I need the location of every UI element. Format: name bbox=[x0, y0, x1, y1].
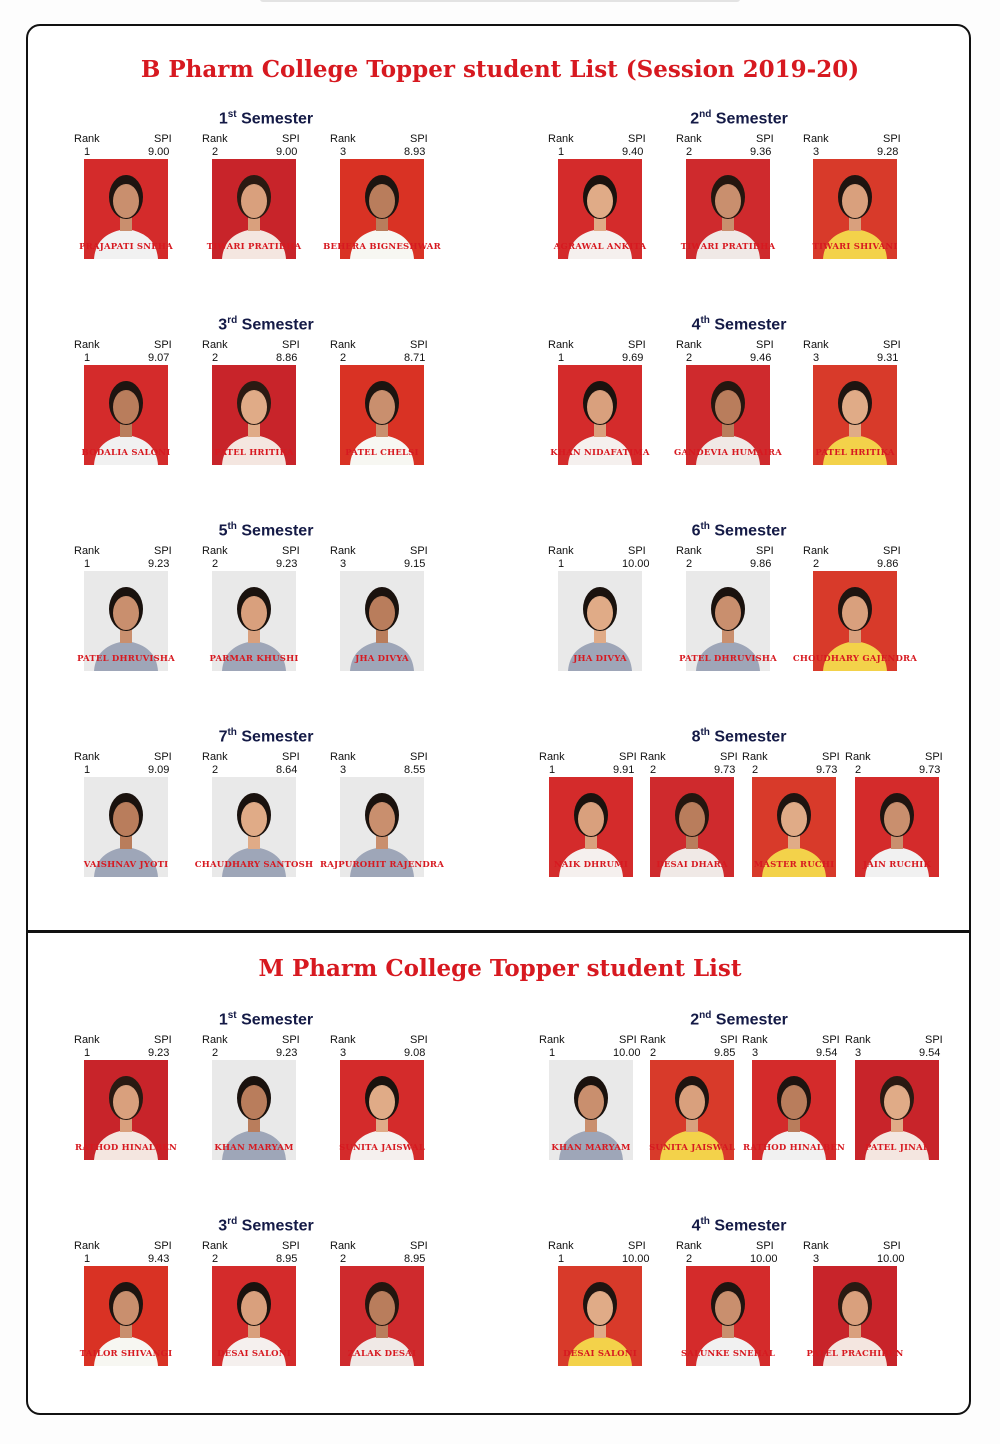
spi-label: SPI bbox=[410, 1240, 428, 1252]
student-card bbox=[540, 1240, 660, 1380]
rank-value: 1 bbox=[84, 558, 91, 570]
spi-value: 9.73 bbox=[919, 764, 941, 776]
spi-label: SPI bbox=[282, 339, 300, 351]
student-card bbox=[194, 545, 314, 685]
rank-value: 2 bbox=[212, 764, 219, 776]
student-name: BEHERA BIGNESHWAR bbox=[323, 242, 441, 252]
student-name: SUNITA JAISWAL bbox=[339, 1143, 425, 1153]
m-pharm-semester-2-heading bbox=[589, 1010, 889, 1029]
rank-label: Rank bbox=[330, 133, 356, 145]
rank-value: 1 bbox=[84, 1253, 91, 1265]
student-name: VAISHNAV JYOTI bbox=[83, 860, 169, 870]
section-divider bbox=[26, 930, 971, 933]
spi-label: SPI bbox=[883, 339, 901, 351]
rank-label: Rank bbox=[845, 1034, 871, 1046]
semester-number: 7 bbox=[218, 728, 228, 746]
spi-value: 9.86 bbox=[877, 558, 899, 570]
m-pharm-semester-3-heading bbox=[116, 1216, 416, 1235]
student-name: PATEL HRITIKA bbox=[815, 448, 895, 458]
semester-number: 8 bbox=[691, 728, 701, 746]
spi-label: SPI bbox=[282, 133, 300, 145]
student-name: RATHOD HINALBEN bbox=[74, 1143, 178, 1153]
spi-value: 9.31 bbox=[877, 352, 899, 364]
spi-value: 9.86 bbox=[750, 558, 772, 570]
student-name: ZALAK DESAI bbox=[347, 1349, 417, 1359]
student-card bbox=[319, 751, 444, 891]
student-name: DESAI DHARA bbox=[656, 860, 728, 870]
student-name: PATEL JINAL bbox=[864, 1143, 930, 1153]
spi-value: 9.23 bbox=[148, 558, 170, 570]
semester-number: 6 bbox=[691, 522, 701, 540]
rank-value: 2 bbox=[686, 352, 693, 364]
rank-value: 3 bbox=[813, 352, 820, 364]
student-card bbox=[668, 1240, 788, 1380]
rank-value: 1 bbox=[549, 1047, 556, 1059]
semester-number: 2 bbox=[690, 110, 700, 128]
semester-number: 5 bbox=[218, 522, 228, 540]
spi-label: SPI bbox=[720, 1034, 738, 1046]
semester-label: Semester bbox=[715, 1011, 788, 1029]
rank-label: Rank bbox=[676, 339, 702, 351]
semester-label: Semester bbox=[241, 1011, 314, 1029]
semester-label: Semester bbox=[241, 522, 314, 540]
rank-value: 2 bbox=[340, 1253, 347, 1265]
rank-value: 2 bbox=[686, 1253, 693, 1265]
rank-value: 3 bbox=[855, 1047, 862, 1059]
rank-label: Rank bbox=[74, 545, 100, 557]
rank-label: Rank bbox=[676, 1240, 702, 1252]
b-pharm-semester-6-heading bbox=[589, 521, 889, 540]
rank-label: Rank bbox=[803, 339, 829, 351]
student-card bbox=[194, 339, 314, 479]
student-card bbox=[66, 1240, 186, 1380]
rank-value: 2 bbox=[212, 352, 219, 364]
student-name: JHA DIVYA bbox=[573, 654, 627, 664]
student-card bbox=[194, 751, 314, 891]
spi-value: 9.23 bbox=[148, 1047, 170, 1059]
rank-label: Rank bbox=[803, 545, 829, 557]
rank-value: 2 bbox=[813, 558, 820, 570]
rank-label: Rank bbox=[548, 545, 574, 557]
semester-number: 4 bbox=[691, 316, 701, 334]
rank-label: Rank bbox=[676, 133, 702, 145]
spi-label: SPI bbox=[154, 1034, 172, 1046]
rank-label: Rank bbox=[548, 1240, 574, 1252]
spi-value: 9.23 bbox=[276, 558, 298, 570]
spi-label: SPI bbox=[154, 339, 172, 351]
spi-label: SPI bbox=[619, 1034, 637, 1046]
student-name: PATEL CHELSI bbox=[345, 448, 419, 458]
student-card bbox=[540, 339, 660, 479]
spi-label: SPI bbox=[756, 1240, 774, 1252]
rank-value: 1 bbox=[558, 352, 565, 364]
student-name: KHAN MARYAM bbox=[214, 1143, 294, 1153]
student-name: PATEL HRITIKA bbox=[214, 448, 294, 458]
student-card bbox=[792, 545, 918, 685]
spi-label: SPI bbox=[410, 545, 428, 557]
spi-label: SPI bbox=[925, 1034, 943, 1046]
rank-value: 2 bbox=[686, 146, 693, 158]
spi-value: 8.64 bbox=[276, 764, 298, 776]
rank-value: 2 bbox=[212, 1253, 219, 1265]
b-pharm-semester-8-heading bbox=[589, 727, 889, 746]
rank-value: 2 bbox=[212, 1047, 219, 1059]
rank-label: Rank bbox=[202, 751, 228, 763]
student-name: KHAN MARYAM bbox=[551, 1143, 631, 1153]
student-name: TIWARI SHIVANI bbox=[812, 242, 898, 252]
student-card bbox=[66, 1034, 186, 1174]
semester-suffix: rd bbox=[227, 1216, 238, 1227]
rank-label: Rank bbox=[74, 1034, 100, 1046]
student-card bbox=[66, 751, 186, 891]
spi-value: 9.85 bbox=[714, 1047, 736, 1059]
rank-label: Rank bbox=[330, 1240, 356, 1252]
student-card bbox=[66, 339, 186, 479]
spi-value: 10.00 bbox=[622, 558, 650, 570]
student-card bbox=[668, 339, 788, 479]
rank-value: 2 bbox=[752, 764, 759, 776]
student-name: PRAJAPATI SNEHA bbox=[79, 242, 173, 252]
spi-value: 9.43 bbox=[148, 1253, 170, 1265]
student-card bbox=[194, 1034, 314, 1174]
student-name: BODALIA SALONI bbox=[81, 448, 171, 458]
rank-label: Rank bbox=[202, 1034, 228, 1046]
rank-label: Rank bbox=[74, 751, 100, 763]
m-pharm-semester-1-heading bbox=[116, 1010, 416, 1029]
b-pharm-semester-4-heading bbox=[589, 315, 889, 334]
spi-value: 8.93 bbox=[404, 146, 426, 158]
semester-suffix: th bbox=[700, 1216, 710, 1227]
rank-value: 2 bbox=[212, 146, 219, 158]
rank-value: 1 bbox=[84, 146, 91, 158]
student-card bbox=[66, 545, 186, 685]
rank-value: 3 bbox=[340, 146, 347, 158]
spi-label: SPI bbox=[282, 1240, 300, 1252]
semester-label: Semester bbox=[714, 316, 787, 334]
spi-label: SPI bbox=[883, 545, 901, 557]
spi-value: 9.00 bbox=[276, 146, 298, 158]
spi-label: SPI bbox=[628, 339, 646, 351]
rank-value: 2 bbox=[212, 558, 219, 570]
spi-label: SPI bbox=[756, 545, 774, 557]
student-card bbox=[795, 133, 915, 273]
rank-label: Rank bbox=[803, 1240, 829, 1252]
rank-label: Rank bbox=[845, 751, 871, 763]
spi-label: SPI bbox=[154, 545, 172, 557]
semester-suffix: th bbox=[227, 727, 237, 738]
rank-label: Rank bbox=[202, 339, 228, 351]
b-pharm-semester-1-heading bbox=[116, 109, 416, 128]
student-card bbox=[194, 133, 314, 273]
student-name: NAIK DHRUMI bbox=[553, 860, 629, 870]
student-card bbox=[837, 751, 957, 891]
student-card bbox=[540, 545, 660, 685]
student-card bbox=[194, 1240, 314, 1380]
rank-label: Rank bbox=[202, 545, 228, 557]
student-name: CHOUDHARY GAJENDRA bbox=[792, 654, 918, 664]
spi-value: 9.54 bbox=[816, 1047, 838, 1059]
student-card bbox=[668, 545, 788, 685]
semester-label: Semester bbox=[715, 110, 788, 128]
student-name: KHAN NIDAFATIMA bbox=[550, 448, 650, 458]
rank-label: Rank bbox=[330, 339, 356, 351]
student-card bbox=[322, 1034, 442, 1174]
spi-label: SPI bbox=[883, 133, 901, 145]
spi-label: SPI bbox=[628, 545, 646, 557]
student-card bbox=[322, 339, 442, 479]
top-decoration-bar bbox=[260, 0, 740, 2]
student-name: CHAUDHARY SANTOSH bbox=[194, 860, 314, 870]
spi-value: 10.00 bbox=[750, 1253, 778, 1265]
semester-label: Semester bbox=[241, 728, 314, 746]
rank-value: 1 bbox=[558, 146, 565, 158]
spi-value: 9.15 bbox=[404, 558, 426, 570]
rank-label: Rank bbox=[539, 751, 565, 763]
student-name: DESAI SALONI bbox=[563, 1349, 637, 1359]
spi-label: SPI bbox=[720, 751, 738, 763]
rank-value: 3 bbox=[340, 764, 347, 776]
rank-value: 3 bbox=[340, 558, 347, 570]
semester-suffix: st bbox=[227, 1010, 237, 1021]
rank-value: 2 bbox=[340, 352, 347, 364]
rank-label: Rank bbox=[74, 339, 100, 351]
spi-value: 9.00 bbox=[148, 146, 170, 158]
b-pharm-title: B Pharm College Topper student List (Session 2019-20) bbox=[140, 56, 860, 83]
rank-label: Rank bbox=[74, 133, 100, 145]
semester-number: 1 bbox=[218, 1011, 228, 1029]
rank-label: Rank bbox=[330, 545, 356, 557]
spi-value: 10.00 bbox=[877, 1253, 905, 1265]
spi-value: 9.73 bbox=[816, 764, 838, 776]
rank-label: Rank bbox=[202, 1240, 228, 1252]
semester-label: Semester bbox=[714, 522, 787, 540]
spi-value: 8.95 bbox=[276, 1253, 298, 1265]
spi-value: 8.55 bbox=[404, 764, 426, 776]
b-pharm-semester-7-heading bbox=[116, 727, 416, 746]
spi-value: 9.91 bbox=[613, 764, 635, 776]
m-pharm-title: M Pharm College Topper student List bbox=[258, 955, 742, 982]
rank-value: 1 bbox=[84, 1047, 91, 1059]
spi-label: SPI bbox=[282, 545, 300, 557]
semester-suffix: nd bbox=[699, 109, 712, 120]
semester-suffix: th bbox=[700, 315, 710, 326]
semester-number: 1 bbox=[218, 110, 228, 128]
rank-label: Rank bbox=[548, 339, 574, 351]
rank-label: Rank bbox=[330, 1034, 356, 1046]
rank-value: 1 bbox=[558, 558, 565, 570]
spi-label: SPI bbox=[619, 751, 637, 763]
spi-label: SPI bbox=[282, 1034, 300, 1046]
rank-value: 3 bbox=[752, 1047, 759, 1059]
spi-value: 9.73 bbox=[714, 764, 736, 776]
semester-suffix: st bbox=[227, 109, 237, 120]
spi-label: SPI bbox=[410, 133, 428, 145]
semester-label: Semester bbox=[714, 728, 787, 746]
student-name: PATEL PRACHIBEN bbox=[806, 1349, 904, 1359]
spi-value: 10.00 bbox=[613, 1047, 641, 1059]
rank-label: Rank bbox=[74, 1240, 100, 1252]
rank-value: 1 bbox=[84, 352, 91, 364]
rank-value: 1 bbox=[558, 1253, 565, 1265]
spi-value: 9.07 bbox=[148, 352, 170, 364]
spi-value: 9.09 bbox=[148, 764, 170, 776]
student-card bbox=[322, 545, 442, 685]
rank-value: 3 bbox=[813, 1253, 820, 1265]
spi-label: SPI bbox=[282, 751, 300, 763]
student-name: MASTER RUCHI bbox=[753, 860, 835, 870]
spi-value: 9.28 bbox=[877, 146, 899, 158]
student-card bbox=[540, 133, 660, 273]
spi-label: SPI bbox=[756, 133, 774, 145]
rank-value: 2 bbox=[650, 764, 657, 776]
student-name: RATHOD HINALBEN bbox=[742, 1143, 846, 1153]
student-card bbox=[668, 133, 788, 273]
b-pharm-semester-3-heading bbox=[116, 315, 416, 334]
student-name: PARMAR KHUSHI bbox=[209, 654, 299, 664]
spi-label: SPI bbox=[756, 339, 774, 351]
spi-value: 10.00 bbox=[622, 1253, 650, 1265]
rank-label: Rank bbox=[330, 751, 356, 763]
semester-label: Semester bbox=[241, 1217, 314, 1235]
spi-value: 9.69 bbox=[622, 352, 644, 364]
rank-value: 2 bbox=[855, 764, 862, 776]
student-card bbox=[837, 1034, 957, 1174]
rank-value: 2 bbox=[686, 558, 693, 570]
student-name: JHA DIVYA bbox=[355, 654, 409, 664]
spi-label: SPI bbox=[154, 133, 172, 145]
rank-value: 1 bbox=[84, 764, 91, 776]
student-name: GANDEVIA HUMAIRA bbox=[674, 448, 782, 458]
spi-label: SPI bbox=[628, 1240, 646, 1252]
spi-label: SPI bbox=[410, 339, 428, 351]
semester-label: Semester bbox=[241, 316, 314, 334]
spi-value: 8.86 bbox=[276, 352, 298, 364]
rank-value: 3 bbox=[340, 1047, 347, 1059]
student-name: AGRAWAL ANKITA bbox=[553, 242, 647, 252]
spi-value: 8.95 bbox=[404, 1253, 426, 1265]
spi-value: 9.46 bbox=[750, 352, 772, 364]
spi-value: 8.71 bbox=[404, 352, 426, 364]
rank-value: 2 bbox=[650, 1047, 657, 1059]
rank-label: Rank bbox=[742, 1034, 768, 1046]
student-card bbox=[795, 339, 915, 479]
student-name: SUNITA JAISWAL bbox=[649, 1143, 735, 1153]
m-pharm-semester-4-heading bbox=[589, 1216, 889, 1235]
spi-value: 9.36 bbox=[750, 146, 772, 158]
spi-label: SPI bbox=[822, 1034, 840, 1046]
semester-suffix: th bbox=[700, 727, 710, 738]
rank-label: Rank bbox=[742, 751, 768, 763]
semester-number: 2 bbox=[690, 1011, 700, 1029]
semester-label: Semester bbox=[714, 1217, 787, 1235]
student-name: TIWARI PRATIBHA bbox=[206, 242, 302, 252]
rank-label: Rank bbox=[803, 133, 829, 145]
rank-label: Rank bbox=[676, 545, 702, 557]
semester-number: 4 bbox=[691, 1217, 701, 1235]
student-name: SALUNKE SNEHAL bbox=[680, 1349, 776, 1359]
semester-number: 3 bbox=[218, 316, 228, 334]
student-name: DESAI SALONI bbox=[217, 1349, 291, 1359]
student-name: TAILOR SHIVANGI bbox=[79, 1349, 173, 1359]
b-pharm-semester-5-heading bbox=[116, 521, 416, 540]
spi-value: 9.54 bbox=[919, 1047, 941, 1059]
semester-suffix: rd bbox=[227, 315, 238, 326]
rank-label: Rank bbox=[640, 1034, 666, 1046]
semester-suffix: nd bbox=[699, 1010, 712, 1021]
student-card bbox=[322, 1240, 442, 1380]
rank-value: 3 bbox=[813, 146, 820, 158]
spi-label: SPI bbox=[822, 751, 840, 763]
semester-suffix: th bbox=[700, 521, 710, 532]
rank-label: Rank bbox=[640, 751, 666, 763]
rank-label: Rank bbox=[548, 133, 574, 145]
student-name: PATEL DHRUVISHA bbox=[679, 654, 777, 664]
b-pharm-semester-2-heading bbox=[589, 109, 889, 128]
student-card bbox=[322, 133, 442, 273]
spi-value: 9.08 bbox=[404, 1047, 426, 1059]
student-name: RAJPUROHIT RAJENDRA bbox=[319, 860, 444, 870]
spi-label: SPI bbox=[410, 751, 428, 763]
spi-label: SPI bbox=[154, 751, 172, 763]
spi-label: SPI bbox=[925, 751, 943, 763]
rank-value: 1 bbox=[549, 764, 556, 776]
spi-value: 9.23 bbox=[276, 1047, 298, 1059]
student-card bbox=[795, 1240, 915, 1380]
spi-value: 9.40 bbox=[622, 146, 644, 158]
rank-label: Rank bbox=[539, 1034, 565, 1046]
semester-label: Semester bbox=[241, 110, 314, 128]
semester-suffix: th bbox=[227, 521, 237, 532]
semester-number: 3 bbox=[218, 1217, 228, 1235]
student-name: TIWARI PRATIBHA bbox=[680, 242, 776, 252]
spi-label: SPI bbox=[883, 1240, 901, 1252]
spi-label: SPI bbox=[628, 133, 646, 145]
spi-label: SPI bbox=[410, 1034, 428, 1046]
rank-label: Rank bbox=[202, 133, 228, 145]
student-name: PATEL DHRUVISHA bbox=[77, 654, 175, 664]
spi-label: SPI bbox=[154, 1240, 172, 1252]
student-name: JAIN RUCHIK bbox=[862, 860, 932, 870]
student-card bbox=[66, 133, 186, 273]
